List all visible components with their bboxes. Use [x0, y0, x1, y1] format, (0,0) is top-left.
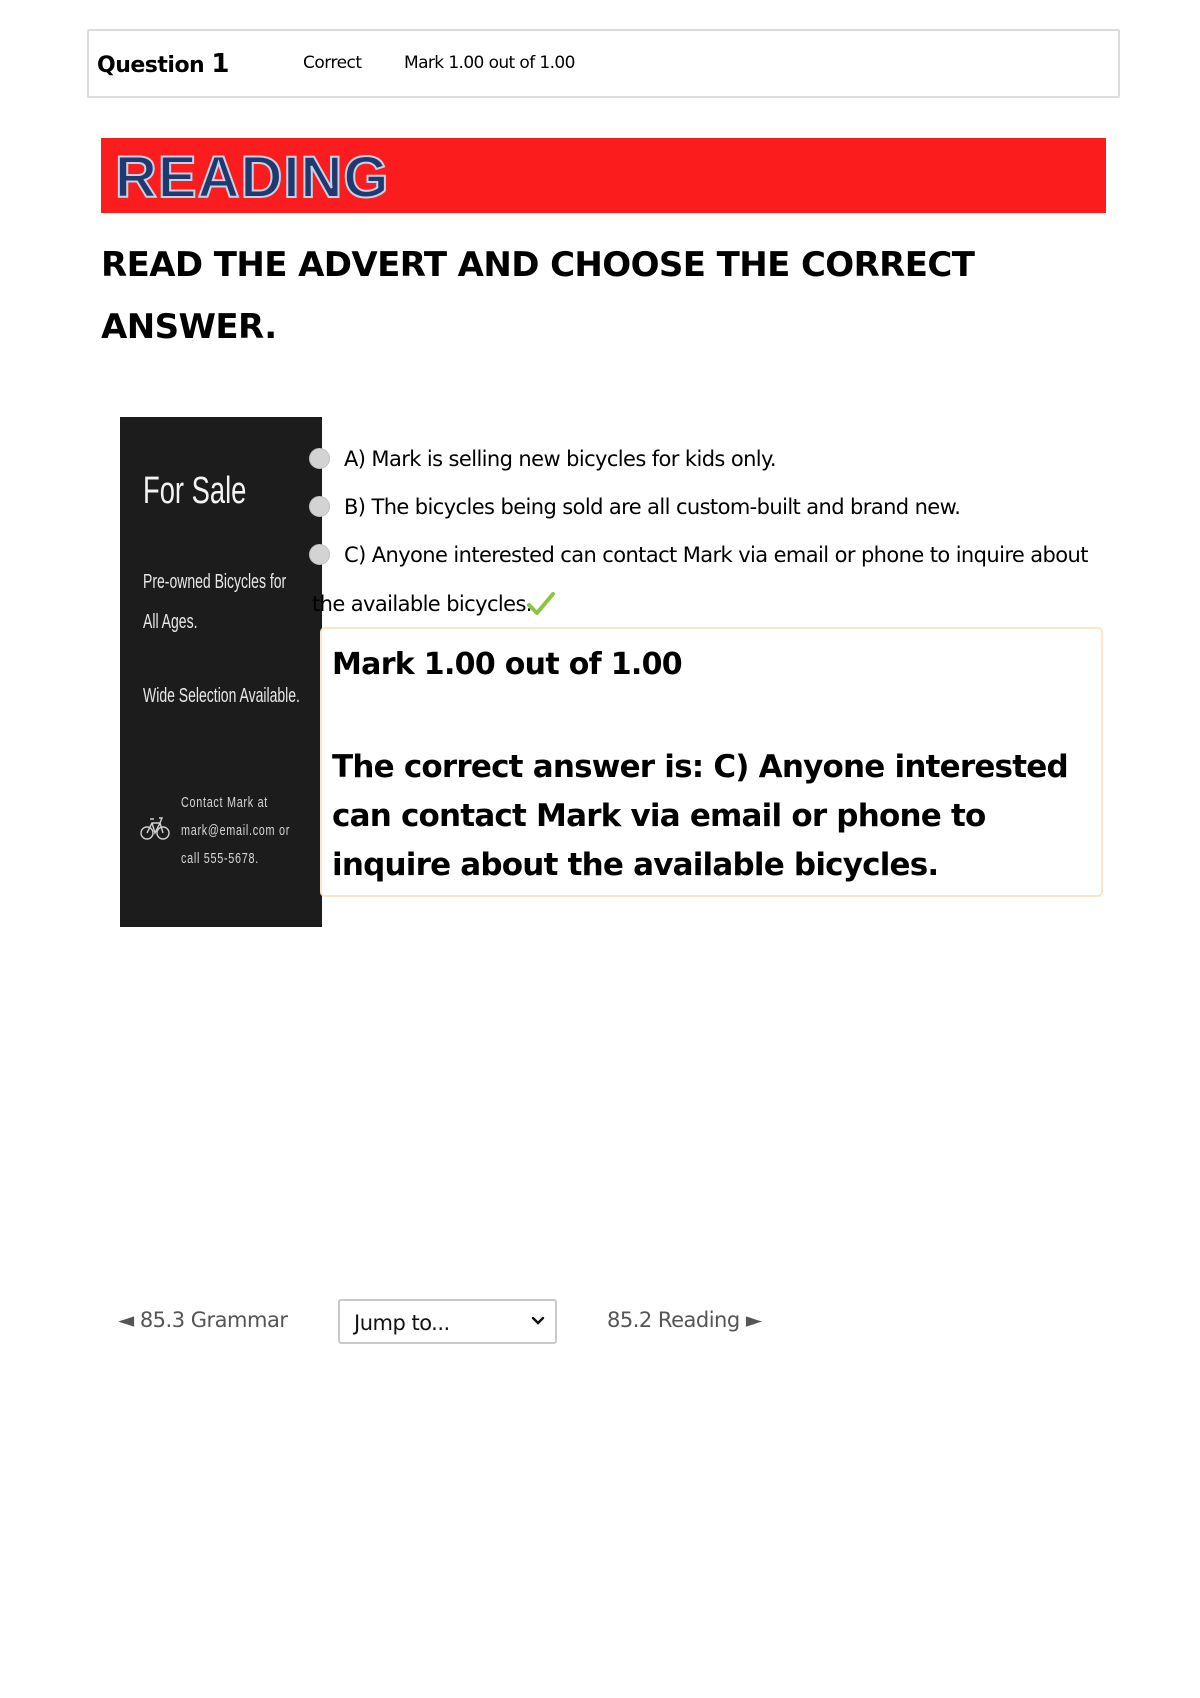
advert-contact-line: mark@email.com or [181, 822, 291, 839]
advert-contact-line: Contact Mark at [181, 794, 269, 811]
advert-title: For Sale [143, 470, 247, 512]
question-state: Correct [303, 53, 362, 73]
answer-a-radio[interactable] [309, 448, 330, 469]
reading-banner [101, 138, 1106, 213]
answer-c-label[interactable]: C) Anyone interested can contact Mark via email or phone to inquire about [344, 543, 1088, 567]
question-number-value: 1 [211, 49, 229, 79]
advert-line-2: Wide Selection Available. [143, 685, 300, 707]
next-activity-link[interactable]: 85.2 Reading ► [607, 1308, 762, 1332]
banner-title: READING [115, 145, 390, 210]
question-number [97, 49, 229, 79]
jump-to-select[interactable] [338, 1299, 557, 1344]
question-instruction: READ THE ADVERT AND CHOOSE THE CORRECT ANSWER. [101, 245, 975, 347]
answer-c-radio[interactable] [309, 544, 330, 565]
answer-a-label[interactable]: A) Mark is selling new bicycles for kids only. [344, 447, 776, 471]
feedback-mark: Mark 1.00 out of 1.00 [332, 647, 682, 682]
question-grade: Mark 1.00 out of 1.00 [404, 53, 575, 73]
right-answer-text: The correct answer is: C) Anyone interested can contact Mark via email or phone to inquire about the available bicycles. [332, 749, 1068, 883]
advert-image [120, 417, 322, 927]
advert-contact-line: call 555-5678. [181, 850, 259, 867]
answer-b-radio[interactable] [309, 496, 330, 517]
chevron-down-icon [531, 1315, 545, 1327]
advert-line-1: Pre-owned Bicycles for All Ages. [143, 571, 287, 633]
jump-to-label: Jump to... [354, 1311, 450, 1335]
feedback-box [320, 627, 1103, 897]
question-label: Question [97, 53, 205, 78]
correct-check-icon [527, 591, 555, 617]
question-info-box [87, 29, 1120, 98]
bicycle-icon [140, 807, 170, 843]
answer-b-label[interactable]: B) The bicycles being sold are all custom-built and brand new. [344, 495, 961, 519]
advert-contact [181, 789, 307, 873]
answer-c-label-continued[interactable]: the available bicycles. [312, 592, 532, 616]
prev-activity-link[interactable]: ◄ 85.3 Grammar [118, 1308, 288, 1332]
